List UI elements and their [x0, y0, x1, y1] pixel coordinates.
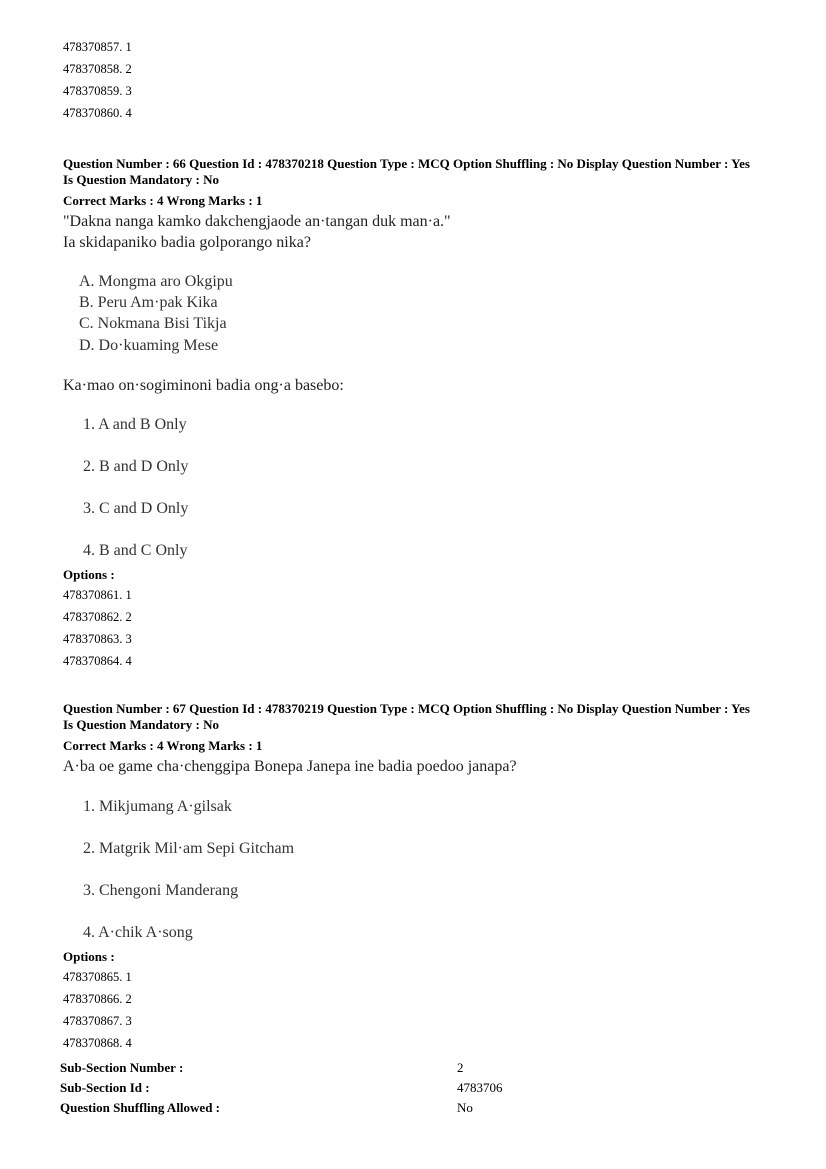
option-id-line: 478370857. 1	[63, 40, 132, 54]
question-66-marks: Correct Marks : 4 Wrong Marks : 1	[63, 193, 263, 208]
option-id-line: 478370860. 4	[63, 106, 132, 120]
option-id-line: 478370868. 4	[63, 1036, 132, 1050]
question-66-choice: 4. B and C Only	[83, 542, 188, 559]
question-66-list-item: D. Do·kuaming Mese	[79, 337, 219, 354]
subsection-number-label: Sub-Section Number :	[60, 1060, 184, 1075]
question-66-list-item: B. Peru Am·pak Kika	[79, 294, 218, 311]
subsection-id-label: Sub-Section Id :	[60, 1080, 150, 1095]
question-66-list-item: A. Mongma aro Okgipu	[79, 273, 233, 290]
question-67-text: A·ba oe game cha·chenggipa Bonepa Janepa ine badia poedoo janapa?	[63, 758, 517, 775]
option-id-line: 478370865. 1	[63, 970, 132, 984]
question-66-line-2: Ia skidapaniko badia golporango nika?	[63, 234, 311, 251]
option-id-line: 478370863. 3	[63, 632, 132, 646]
option-id-line: 478370861. 1	[63, 588, 132, 602]
question-67-header: Question Number : 67 Question Id : 478370219 Question Type : MCQ Option Shuffling : No Display Question Number : Yes Is Question Mandatory : No	[63, 701, 750, 732]
subsection-number-value: 2	[457, 1060, 464, 1075]
question-67-choice: 3. Chengoni Manderang	[83, 882, 239, 899]
question-66-header: Question Number : 66 Question Id : 478370218 Question Type : MCQ Option Shuffling : No Display Question Number : Yes Is Question Mandatory : No	[63, 156, 750, 187]
question-shuffling-value: No	[457, 1100, 473, 1115]
question-66-options-label: Options :	[63, 567, 115, 582]
question-shuffling-label: Question Shuffling Allowed :	[60, 1100, 221, 1115]
question-66-choice: 1. A and B Only	[83, 416, 187, 433]
option-id-line: 478370858. 2	[63, 62, 132, 76]
question-67-choice: 1. Mikjumang A·gilsak	[83, 798, 232, 815]
question-66-line-1: "Dakna nanga kamko dakchengjaode an·tangan duk man·a."	[63, 213, 451, 230]
question-67-choice: 2. Matgrik Mil·am Sepi Gitcham	[83, 840, 295, 857]
option-id-line: 478370859. 3	[63, 84, 132, 98]
option-id-line: 478370864. 4	[63, 654, 132, 668]
question-67-options-label: Options :	[63, 949, 115, 964]
question-66-choice: 3. C and D Only	[83, 500, 189, 517]
option-id-line: 478370866. 2	[63, 992, 132, 1006]
question-67-marks: Correct Marks : 4 Wrong Marks : 1	[63, 738, 263, 753]
subsection-id-value: 4783706	[457, 1080, 503, 1095]
question-66-choice: 2. B and D Only	[83, 458, 189, 475]
question-66-list-item: C. Nokmana Bisi Tikja	[79, 315, 227, 332]
option-id-line: 478370867. 3	[63, 1014, 132, 1028]
question-67-choice: 4. A·chik A·song	[83, 924, 193, 941]
option-id-line: 478370862. 2	[63, 610, 132, 624]
question-66-prompt: Ka·mao on·sogiminoni badia ong·a basebo:	[63, 377, 344, 394]
